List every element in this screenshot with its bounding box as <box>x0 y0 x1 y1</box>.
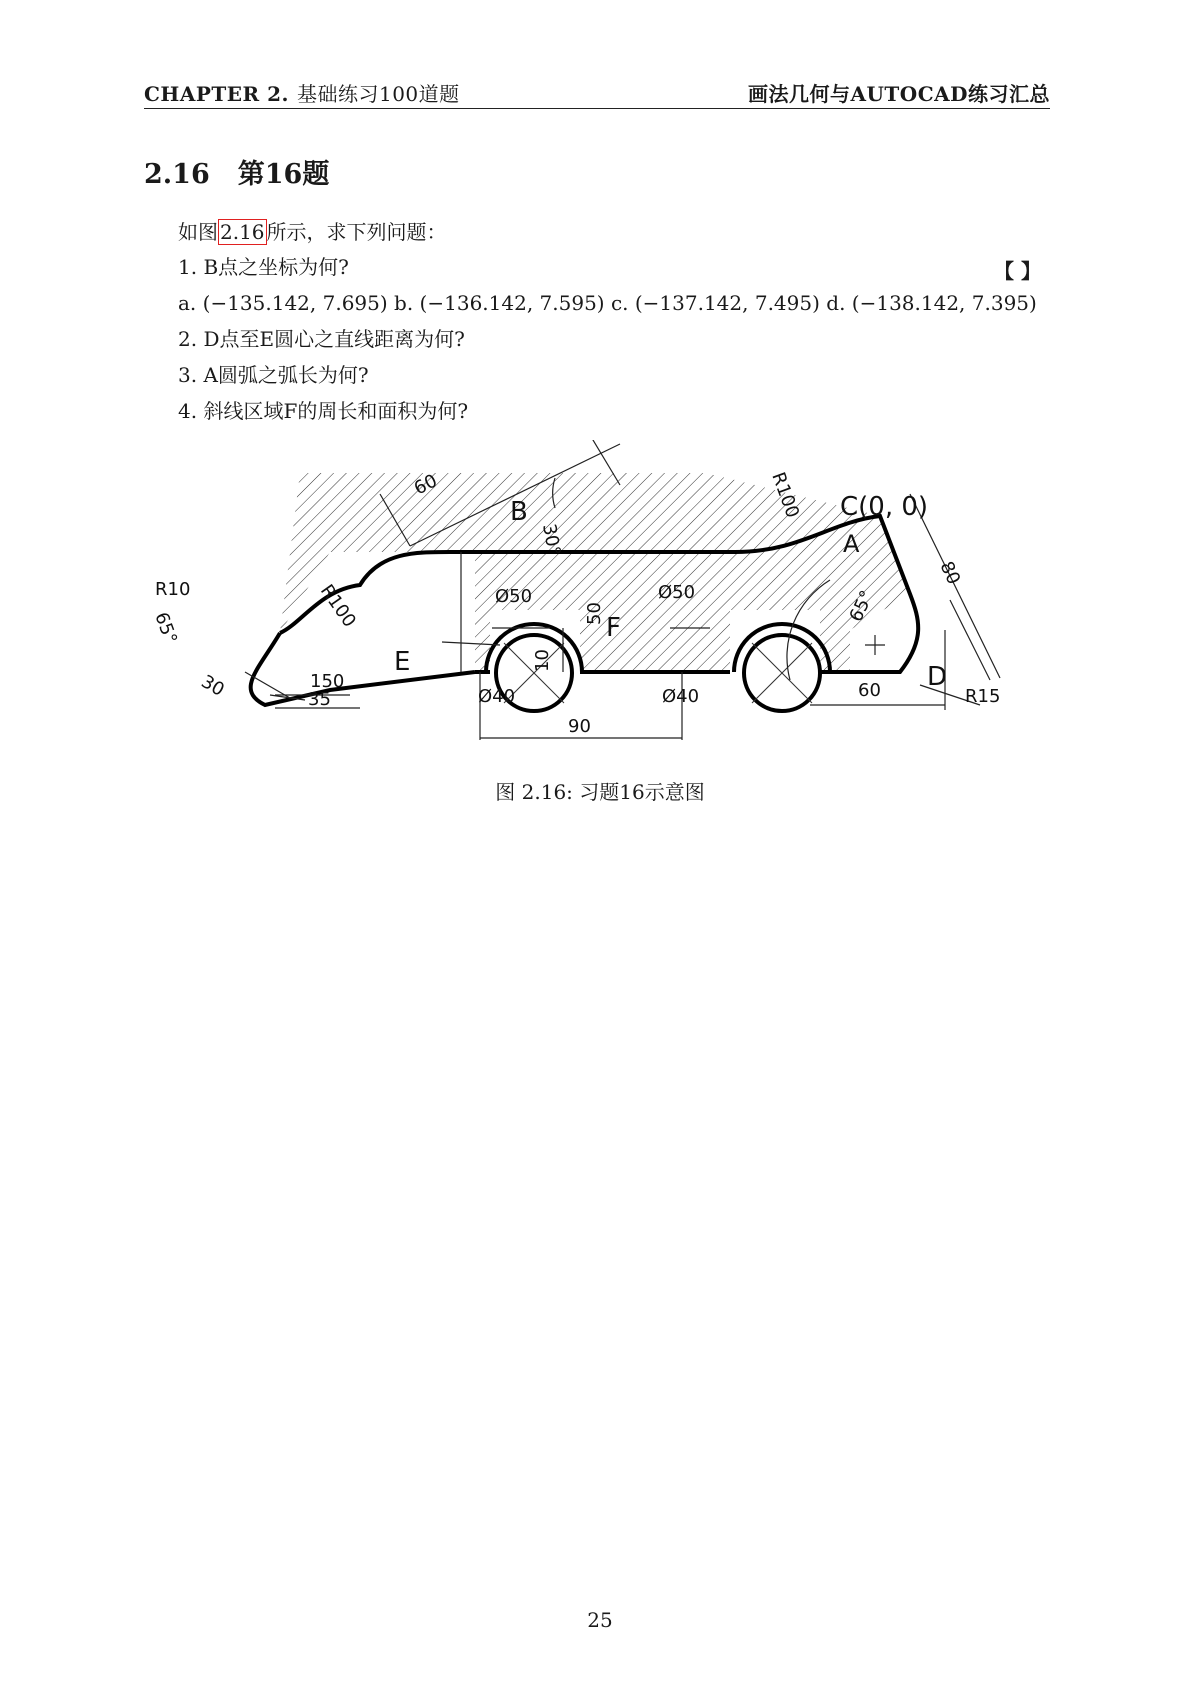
technical-drawing <box>150 440 1050 740</box>
dim-50: 50 <box>584 602 605 625</box>
dim-b-angle: 30° <box>538 522 565 558</box>
dim-90: 90 <box>568 716 591 737</box>
dim-phi50-right: Ø50 <box>658 582 696 603</box>
dim-30: 30 <box>197 671 228 701</box>
chapter-heading <box>144 78 460 107</box>
dim-r10: R10 <box>155 579 191 600</box>
label-d: D <box>927 662 948 692</box>
dim-r100-top: R100 <box>767 469 804 521</box>
dim-65-left: 65° <box>150 609 181 647</box>
hatched-region-f <box>280 473 910 672</box>
page-number: 25 <box>587 1608 613 1632</box>
question-2: 2. D点至E圆心之直线距离为何? <box>178 327 465 351</box>
intro-text <box>178 220 447 244</box>
chapter-title: 基础练习100道题 <box>296 82 460 106</box>
label-e: E <box>394 647 411 677</box>
intro-prefix: 如图 <box>178 220 218 244</box>
dim-10: 10 <box>532 649 553 672</box>
label-a: A <box>843 530 860 558</box>
book-title: 画法几何与AUTOCAD练习汇总 <box>747 82 1050 106</box>
label-b: B <box>510 497 528 527</box>
question-1-options: a. (−135.142, 7.695) b. (−136.142, 7.595) c. (−137.142, 7.495) d. (−138.142, 7.395) <box>178 291 1037 315</box>
section-name: 第16题 <box>237 159 330 190</box>
dim-60: 60 <box>858 680 881 701</box>
drawing-svg <box>150 440 1050 740</box>
section-title <box>144 152 329 191</box>
dim-35: 35 <box>308 689 331 710</box>
dim-phi40-left: Ø40 <box>478 686 516 707</box>
dim-phi40-right: Ø40 <box>662 686 700 707</box>
question-3: 3. A圆弧之弧长为何? <box>178 363 369 387</box>
figure-reference-link[interactable]: 2.16 <box>220 220 265 244</box>
label-f: F <box>606 613 621 643</box>
label-c: C(0, 0) <box>840 492 929 522</box>
dim-phi50-left: Ø50 <box>495 586 533 607</box>
answer-bracket: 【 】 <box>994 259 1041 283</box>
question-1: 1. B点之坐标为何? <box>178 255 349 279</box>
dim-r100-left: R100 <box>315 580 360 632</box>
page-header <box>144 76 1050 109</box>
dim-65-right: 65° <box>845 587 879 626</box>
dim-c-length: 80 <box>935 558 965 588</box>
dim-150: 150 <box>310 671 345 692</box>
dim-b-length: 60 <box>410 470 441 500</box>
question-4: 4. 斜线区域F的周长和面积为何? <box>178 399 469 423</box>
intro-suffix: 所示，求下列问题： <box>266 220 447 244</box>
dim-r15: R15 <box>965 686 1001 707</box>
section-number: 2.16 <box>144 159 210 190</box>
chapter-number: CHAPTER 2. <box>144 82 289 106</box>
figure-caption: 图 2.16: 习题16示意图 <box>495 780 705 804</box>
